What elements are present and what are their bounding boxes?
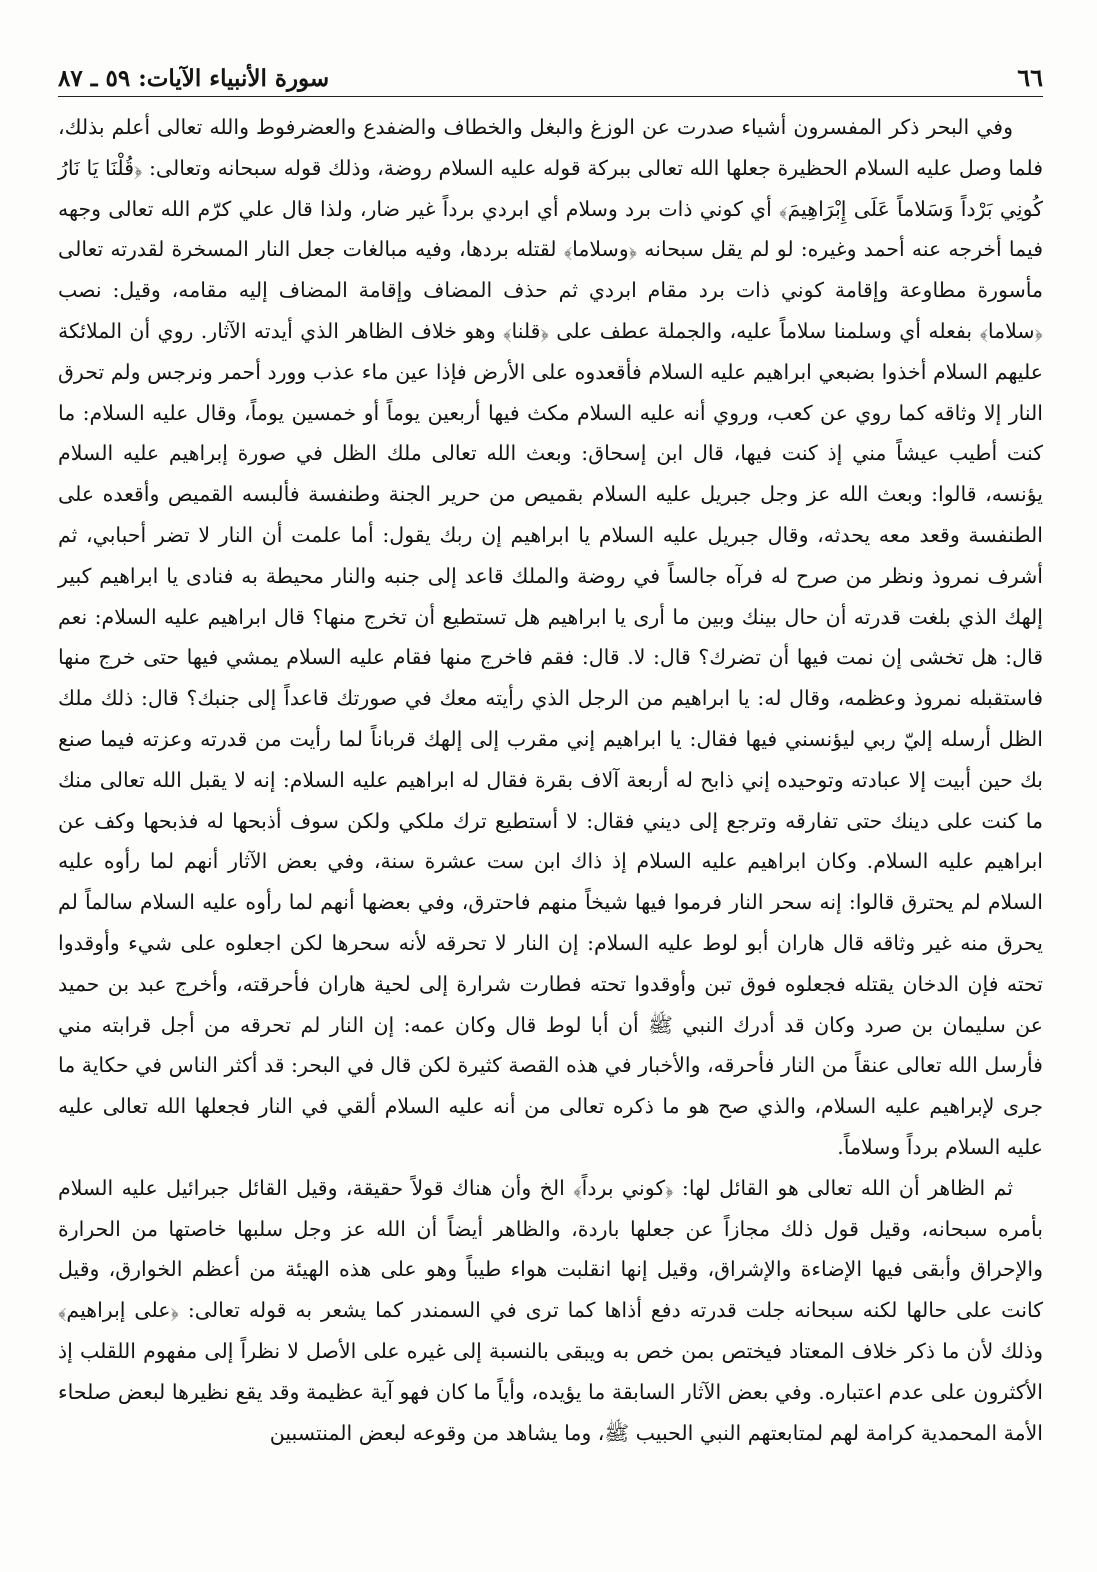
running-header bbox=[58, 58, 1043, 97]
running-title: سورة الأنبياء الآيات: ٥٩ ـ ٨٧ bbox=[58, 65, 330, 92]
paragraph: وفي البحر ذكر المفسرون أشياء صدرت عن الوزغ والبغل والخطاف والضفدع والعضرفوط والله تعالى أعلم بذلك، فلما وصل عليه السلام الحظيرة جعلها الله تعالى ببركة قوله عليه السلام روضة، وذلك قوله سبحانه وتعالى: ﴿قُلْنَا يَا نَارُ كُونِي بَرْداً وَسَلاماً عَلَى إِبْرَاهِيمَ﴾ أي كوني ذات برد وسلام أي ابردي برداً غير ضار، ولذا قال علي كرّم الله تعالى وجهه فيما أخرجه عنه أحمد وغيره: لو لم يقل سبحانه ﴿وسلاما﴾ لقتله بردها، وفيه مبالغات جعل النار المسخرة لقدرته تعالى مأسورة مطاوعة وإقامة كوني ذات برد مقام ابردي ثم حذف المضاف وإقامة المضاف إليه مقامه، وقيل: نصب ﴿سلاما﴾ بفعله أي وسلمنا سلاماً عليه، والجملة عطف على ﴿قلنا﴾ وهو خلاف الظاهر الذي أيدته الآثار. روي أن الملائكة عليهم السلام أخذوا بضبعي ابراهيم عليه السلام فأقعدوه على الأرض فإذا عين ماء عذب وورد أحمر ونرجس ولم تحرق النار إلا وثاقه كما روي عن كعب، وروي أنه عليه السلام مكث فيها أربعين يوماً أو خمسين يوماً، وقال عليه السلام: ما كنت أطيب عيشاً مني إذ كنت فيها، قال ابن إسحاق: وبعث الله تعالى ملك الظل في صورة إبراهيم عليه السلام يؤنسه، قالوا: وبعث الله عز وجل جبريل عليه السلام بقميص من حرير الجنة وطنفسة فألبسه القميص وأقعده على الطنفسة وقعد معه يحدثه، وقال جبريل عليه السلام يا ابراهيم إن ربك يقول: أما علمت أن النار لا تضر أحبابي، ثم أشرف نمروذ ونظر من صرح له فرآه جالساً في روضة والملك قاعد إلى جنبه والنار محيطة به فنادى يا ابراهيم كبير إلهك الذي بلغت قدرته أن حال بينك وبين ما أرى يا ابراهيم هل تستطيع أن تخرج منها؟ قال ابراهيم عليه السلام: نعم قال: هل تخشى إن نمت فيها أن تضرك؟ قال: لا. قال: فقم فاخرج منها فقام عليه السلام يمشي فيها حتى خرج منها فاستقبله نمروذ وعظمه، وقال له: يا ابراهيم من الرجل الذي رأيته معك في صورتك قاعداً إلى جنبك؟ قال: ذلك ملك الظل أرسله إليّ ربي ليؤنسني فيها فقال: يا ابراهيم إني مقرب إلى إلهك قرباناً لما رأيت من قدرته وعزته فيما صنع بك حين أبيت إلا عبادته وتوحيده إني ذابح له أربعة آلاف بقرة فقال له ابراهيم عليه السلام: إنه لا يقبل الله تعالى منك ما كنت على دينك حتى تفارقه وترجع إلى ديني فقال: لا أستطيع ترك ملكي ولكن سوف أذبحها له فذبحها وكف عن ابراهيم عليه السلام. وكان ابراهيم عليه السلام إذ ذاك ابن ست عشرة سنة، وفي بعض الآثار أنهم لما رأوه عليه السلام لم يحترق قالوا: إنه سحر النار فرموا فيها شيخاً منهم فاحترق، وفي بعضها أنهم لما رأوه عليه السلام سالماً لم يحرق منه غير وثاقه قال هاران أبو لوط عليه السلام: إن النار لا تحرقه لأنه سحرها لكن اجعلوه على شيء وأوقدوا تحته فإن الدخان يقتله فجعلوه فوق تبن وأوقدوا تحته فطارت شرارة إلى لحية هاران فأحرقته، وأخرج عبد بن حميد عن سليمان بن صرد وكان قد أدرك النبي ﷺ أن أبا لوط قال وكان عمه: إن النار لم تحرقه من أجل قرابته مني فأرسل الله تعالى عنقاً من النار فأحرقه، والأخبار في هذه القصة كثيرة لكن قال في البحر: قد أكثر الناس في حكاية ما جرى لإبراهيم عليه السلام، والذي صح هو ما ذكره تعالى من أنه عليه السلام ألقي في النار فجعلها الله تعالى عليه عليه السلام برداً وسلاماً. bbox=[57, 115, 1043, 1159]
page bbox=[58, 58, 1043, 1453]
body-text bbox=[58, 107, 1043, 1453]
page-number: ٦٦ bbox=[1017, 63, 1043, 92]
paragraph: ثم الظاهر أن الله تعالى هو القائل لها: ﴿كوني برداً﴾ الخ وأن هناك قولاً حقيقة، وقيل القائل جبرائيل عليه السلام بأمره سبحانه، وقيل قول ذلك مجازاً عن جعلها باردة، والظاهر أيضاً أن الله عز وجل سلبها خاصتها من الحرارة والإحراق وأبقى فيها الإضاءة والإشراق، وقيل إنها انقلبت هواء طيباً وهو على هذه الهيئة من أعظم الخوارق، وقيل كانت على حالها لكنه سبحانه جلت قدرته دفع أذاها كما ترى في السمندر كما يشعر به قوله تعالى: ﴿على إبراهيم﴾ وذلك لأن ما ذكر خلاف المعتاد فيختص بمن خص به ويبقى بالنسبة إلى غيره على الأصل لا نظراً إلى مفهوم اللقلب إذ الأكثرون على عدم اعتباره. وفي بعض الآثار السابقة ما يؤيده، وأياً ما كان فهو آية عظيمة وقد يقع نظيرها لبعض صلحاء الأمة المحمدية كرامة لهم لمتابعتهم النبي الحبيب ﷺ، وما يشاهد من وقوعه لبعض المنتسبين bbox=[58, 1175, 1043, 1445]
